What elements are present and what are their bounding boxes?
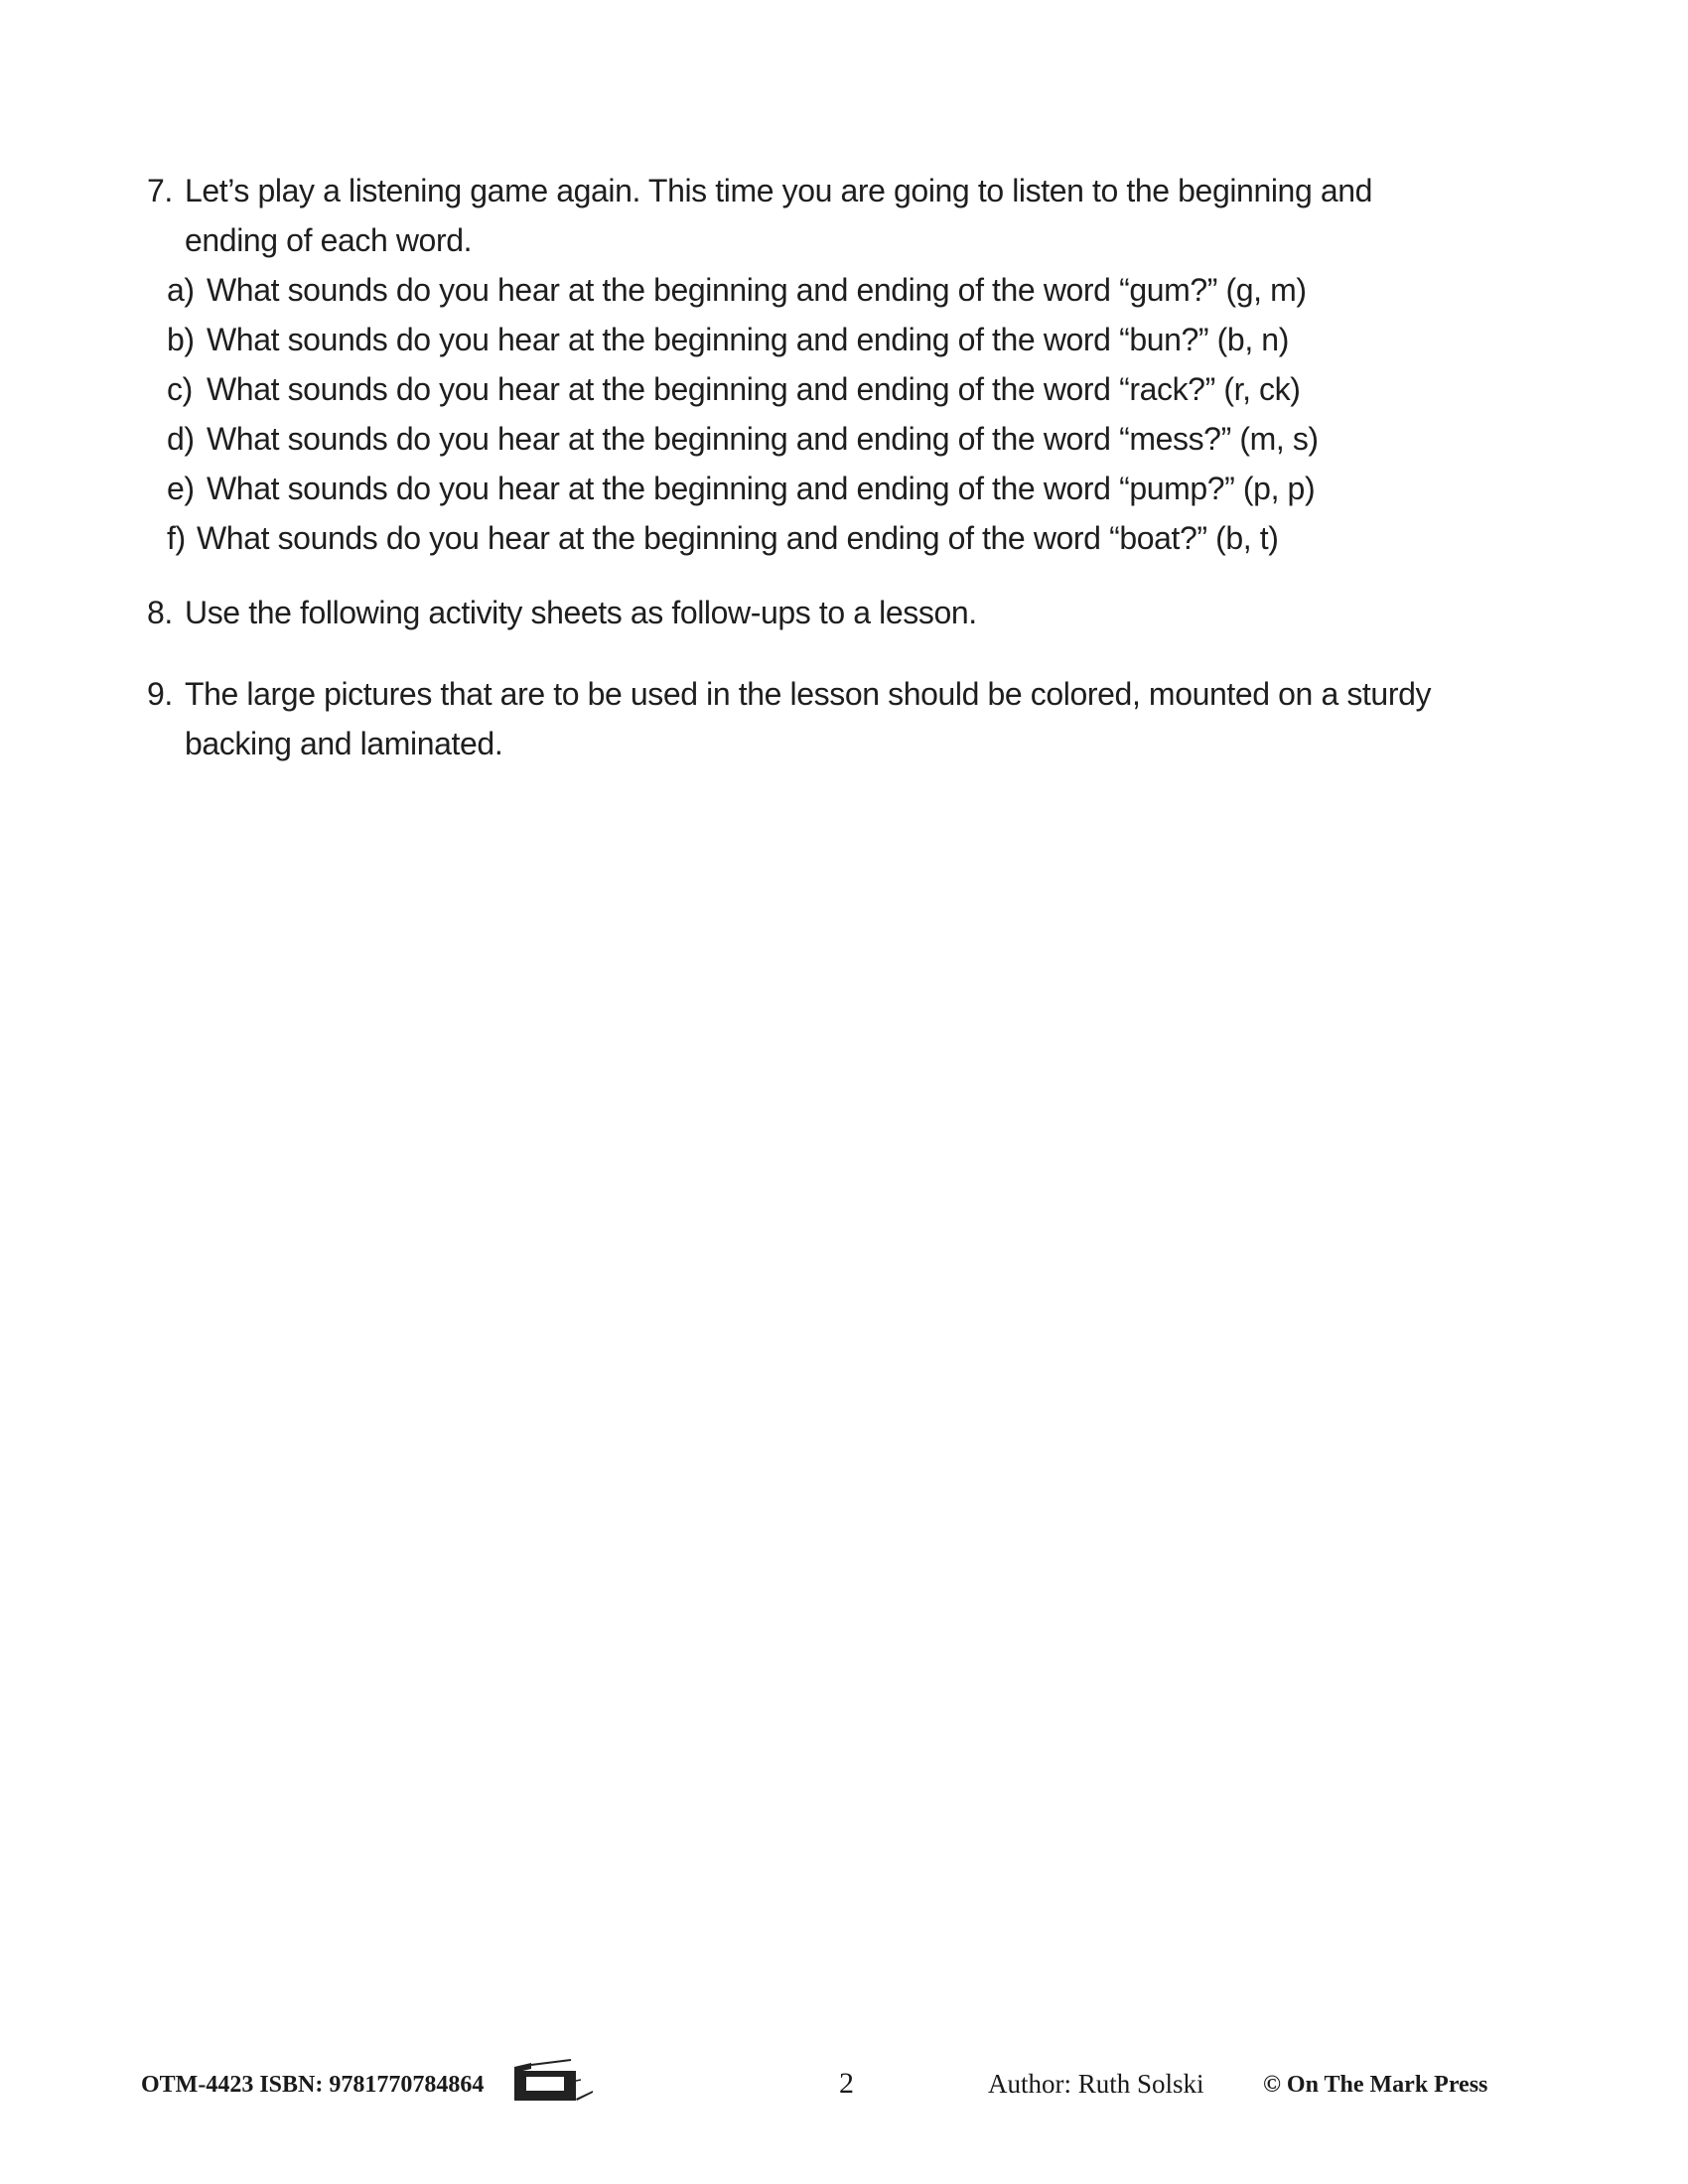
sub-item-text: What sounds do you hear at the beginning and ending of the word “bun?” (b, n) [207, 322, 1289, 357]
sub-item-text: What sounds do you hear at the beginning and ending of the word “rack?” (r, ck) [207, 371, 1301, 407]
sub-item-text: What sounds do you hear at the beginning and ending of the word “mess?” (m, s) [207, 421, 1319, 457]
sub-item-text: What sounds do you hear at the beginning and ending of the word “boat?” (b, t) [197, 520, 1279, 556]
sub-item-label: a) [167, 272, 195, 308]
item-text-line: Let’s play a listening game again. This time you are going to listen to the beginning and [185, 173, 1373, 208]
item-text-line: The large pictures that are to be used in the lesson should be colored, mounted on a sturdy [185, 676, 1432, 712]
sub-item-label: c) [167, 371, 193, 407]
item-number: 9. [147, 676, 173, 712]
sub-item-text: What sounds do you hear at the beginning and ending of the word “pump?” (p, p) [207, 471, 1316, 506]
item-text-line: ending of each word. [185, 222, 473, 258]
sub-item-label: b) [167, 322, 195, 357]
item-number: 7. [147, 173, 173, 208]
isbn-label: OTM-4423 ISBN: 9781770784864 [141, 2072, 485, 2098]
item-number: 8. [147, 595, 173, 630]
page-number: 2 [839, 2067, 854, 2100]
sub-item-label: d) [167, 421, 195, 457]
author-credit: Author: Ruth Solski [988, 2069, 1204, 2099]
copyright-notice: © On The Mark Press [1263, 2072, 1488, 2098]
sub-item-text: What sounds do you hear at the beginning and ending of the word “gum?” (g, m) [207, 272, 1307, 308]
sub-item-label: f) [167, 520, 186, 556]
page-footer [0, 2069, 1688, 2109]
item-text-line: Use the following activity sheets as follow-ups to a lesson. [185, 595, 977, 630]
book-logo-icon [511, 2059, 611, 2103]
item-text-line: backing and laminated. [185, 726, 503, 761]
sub-item-label: e) [167, 471, 195, 506]
